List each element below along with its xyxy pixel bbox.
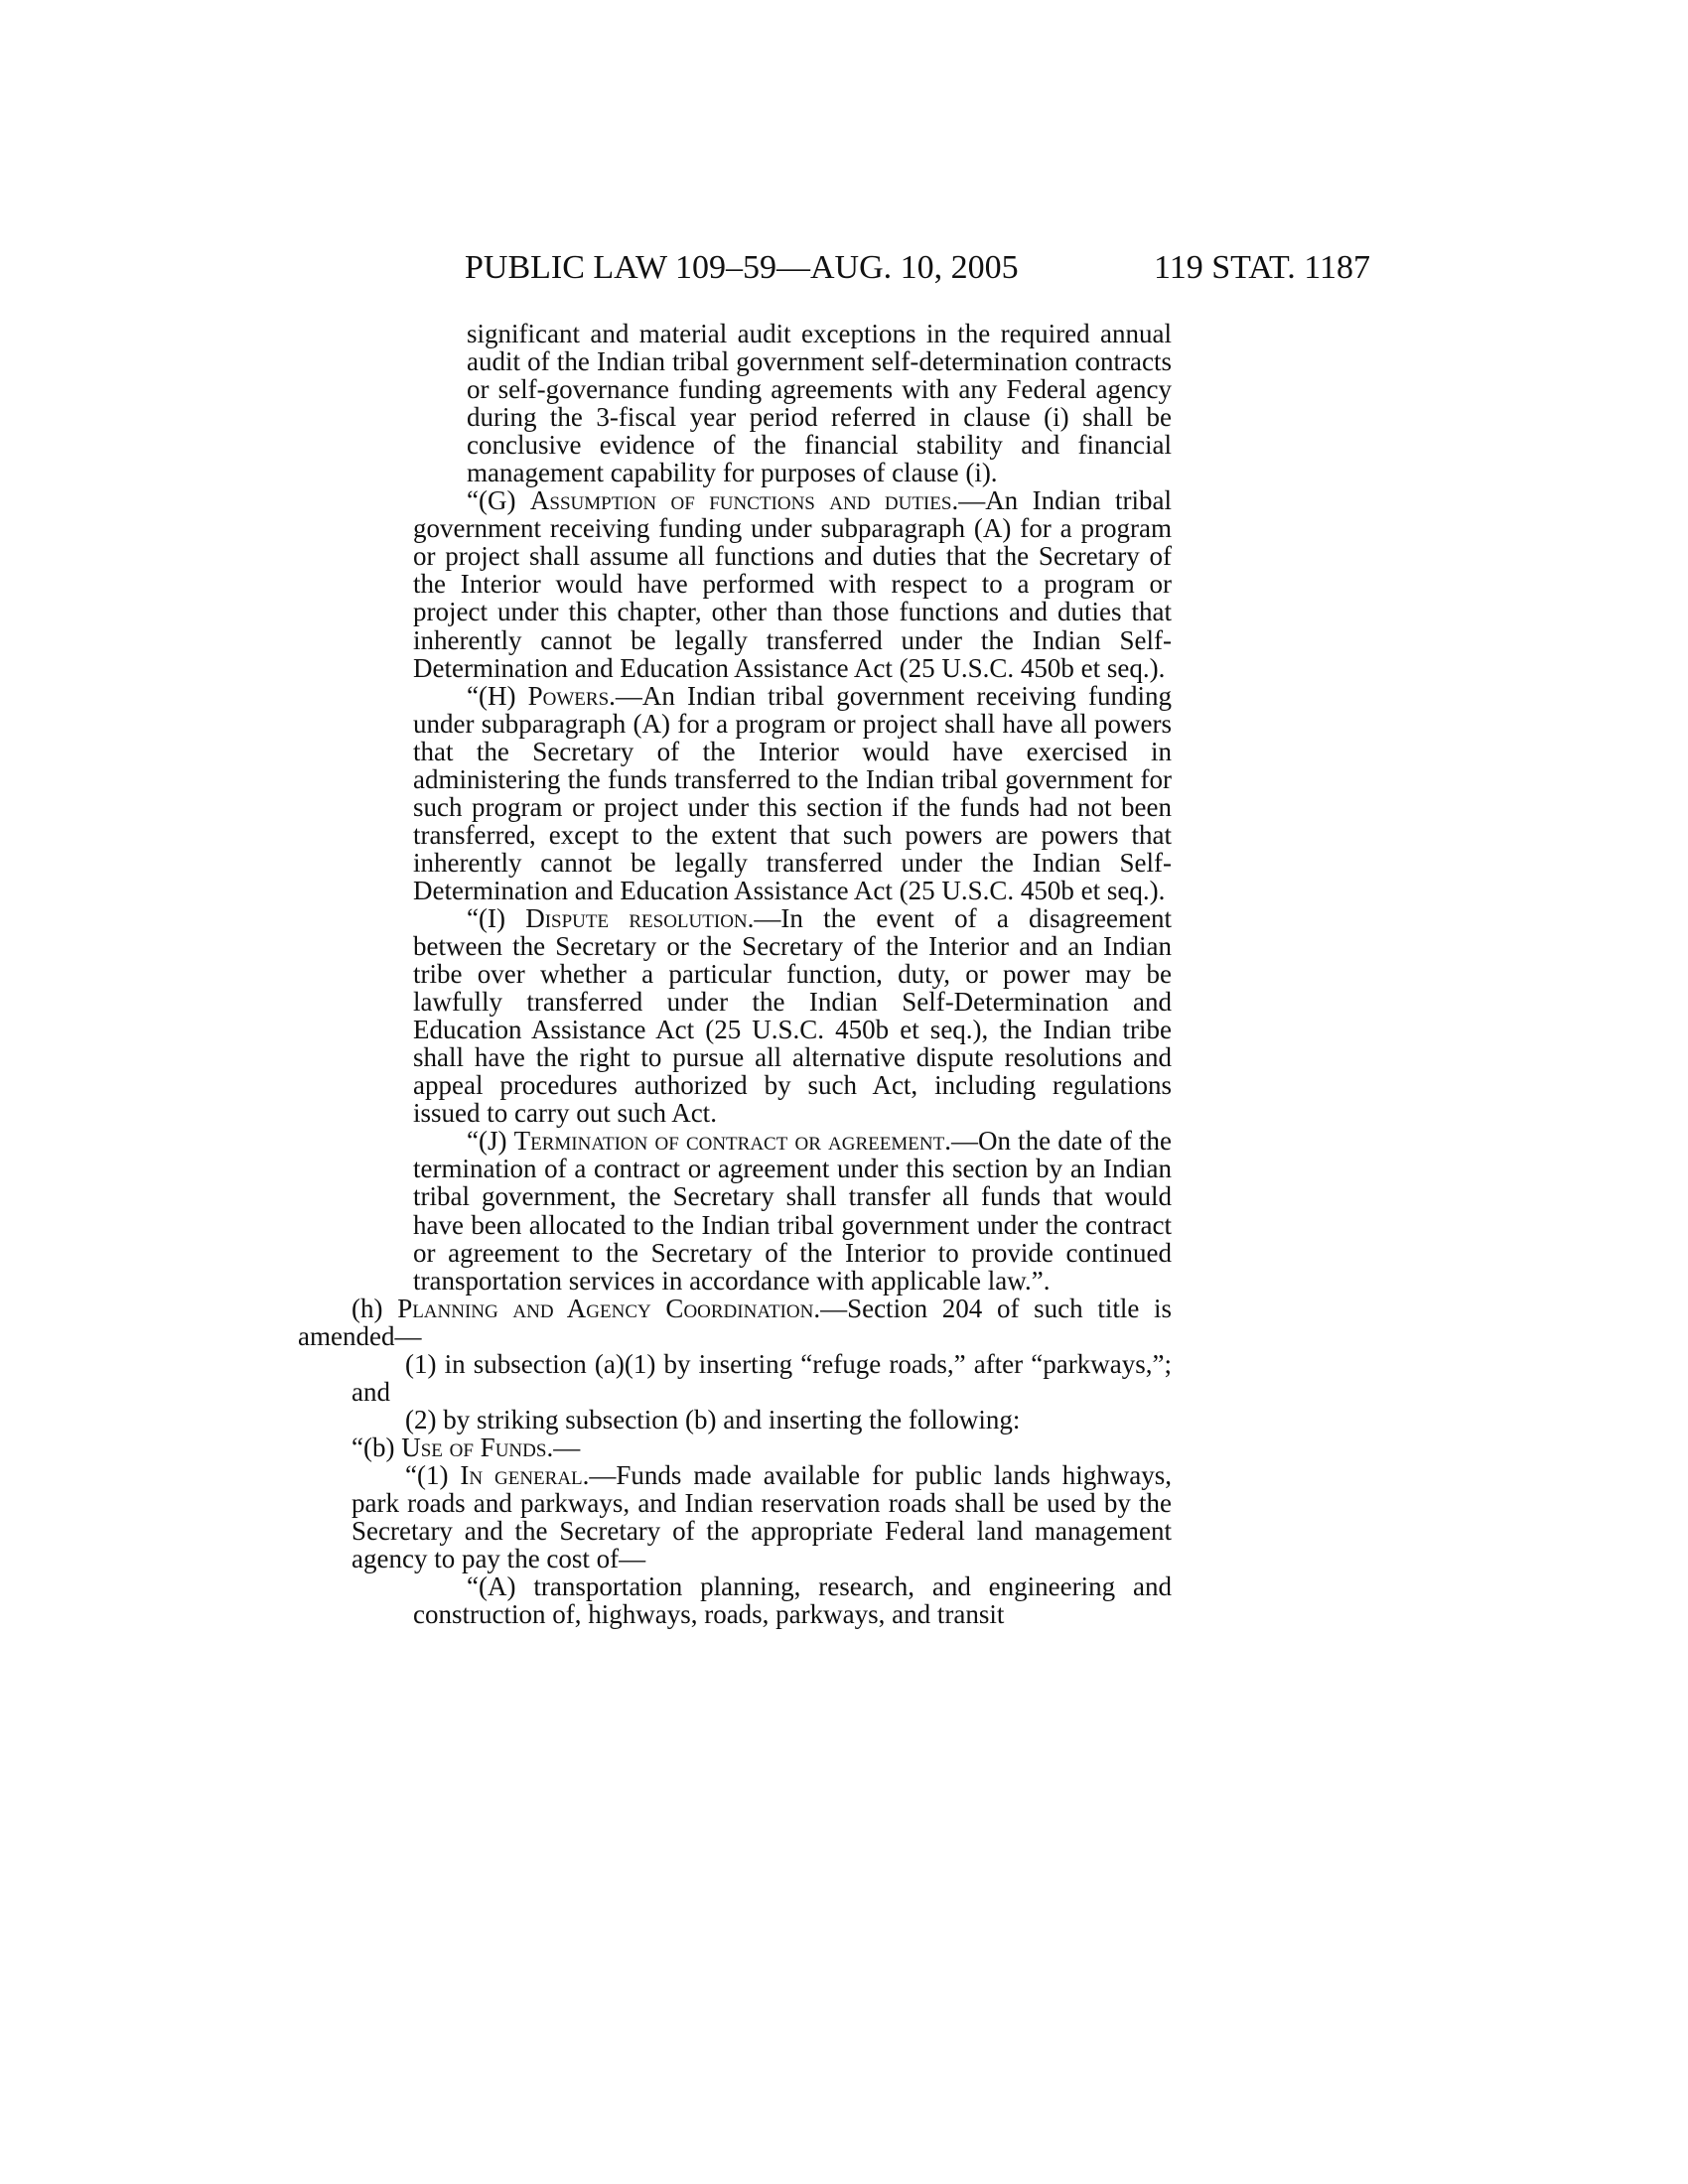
paragraph-j-lead: “(J) xyxy=(467,1126,514,1157)
section-h xyxy=(298,1295,1172,1350)
paragraph-1-lead: “(1) xyxy=(405,1459,461,1490)
paragraph-j-text: .—On the date of the termination of a contract or agreement under this section by an Indian tribal government, the Secretary shall transfer all funds that would have been allocated to the Indian tribal government under the contract or agreement to the Secretary of the Interior to provide continued transportation services in accordance with applicable law.”. xyxy=(413,1126,1173,1296)
paragraph-1-text: .—Funds made available for public lands highways, park roads and parkways, and Indian reservation roads shall be used by the Secretary and the Secretary of the appropriate Federal land management agency to pay the cost of— xyxy=(352,1459,1172,1574)
paragraph-i-heading: Dispute resolution xyxy=(525,902,748,933)
section-h-text: .—Section 204 of such title is amended— xyxy=(298,1293,1173,1351)
paragraph-1 xyxy=(352,1461,1172,1572)
paragraph-a-text: “(A) transportation planning, research, and engineering and construction of, highways, roads, parkways, and transit xyxy=(413,1571,1172,1630)
header-citation: PUBLIC LAW 109–59—AUG. 10, 2005 xyxy=(465,249,1019,286)
subsection-b xyxy=(352,1433,1172,1461)
list-item-1 xyxy=(352,1350,1172,1406)
subsection-b-lead: “(b) xyxy=(352,1432,402,1462)
paragraph-a xyxy=(413,1572,1172,1628)
list-item-2 xyxy=(352,1406,1172,1433)
list-item-2-text: (2) by striking subsection (b) and inserting the following: xyxy=(405,1404,1021,1434)
section-h-lead: (h) xyxy=(352,1293,398,1323)
paragraph-h-text: .—An Indian tribal government receiving funding under subparagraph (A) for a program or project shall have all powers that the Secretary of the Interior would have exercised in administering the funds transferred to the Indian tribal government for such program or project under this section if the funds had not been transferred, except to the extent that such powers are powers that inherently cannot be legally transferred under the Indian Self-Determination and Education Assistance Act (25 U.S.C. 450b et seq.). xyxy=(413,680,1173,905)
paragraph-g xyxy=(413,486,1172,681)
paragraph-g-heading: Assumption of functions and duties xyxy=(529,485,952,516)
header-page-number: 119 STAT. 1187 xyxy=(1154,249,1370,286)
paragraph-i xyxy=(413,904,1172,1127)
paragraph-f-continuation xyxy=(467,320,1172,486)
paragraph-j-heading: Termination of contract or agreement xyxy=(513,1126,945,1157)
document-body xyxy=(298,320,1172,1628)
subsection-b-heading: Use of Funds xyxy=(401,1432,547,1462)
paragraph-h-lead: “(H) xyxy=(467,680,528,711)
subsection-b-text: .— xyxy=(546,1432,581,1462)
paragraph-h xyxy=(413,682,1172,904)
paragraph-h-heading: Powers xyxy=(527,680,610,711)
list-item-1-text: (1) in subsection (a)(1) by inserting “refuge roads,” after “parkways,”; and xyxy=(352,1348,1172,1407)
paragraph-i-text: .—In the event of a disagreement between the Secretary or the Secretary of the Interior and an Indian tribe over whether a particular function, duty, or power may be lawfully transferred under the Indian Self-Determination and Education Assistance Act (25 U.S.C. 450b et seq.), the Indian tribe shall have the right to pursue all alternative dispute resolutions and appeal procedures authorized by such Act, including regulations issued to carry out such Act. xyxy=(413,902,1172,1129)
paragraph-g-text: .—An Indian tribal government receiving funding under subparagraph (A) for a program or project shall assume all functions and duties that the Secretary of the Interior would have performed with respect to a program or project under this chapter, other than those functions and duties that inherently cannot be legally transferred under the Indian Self-Determination and Education Assistance Act (25 U.S.C. 450b et seq.). xyxy=(413,485,1172,683)
paragraph-f-text: significant and material audit exceptions in the required annual audit of the Indian tribal government self-determination contracts or self-governance funding agreements with any Federal agency during the 3-fiscal year period referred in clause (i) shall be conclusive evidence of the financial stability and financial management capability for purposes of clause (i). xyxy=(467,319,1172,488)
paragraph-1-heading: In general xyxy=(460,1459,583,1490)
paragraph-j xyxy=(413,1127,1172,1294)
paragraph-g-lead: “(G) xyxy=(467,485,530,516)
section-h-heading: Planning and Agency Coordination xyxy=(397,1293,814,1323)
paragraph-i-lead: “(I) xyxy=(467,902,526,933)
running-header xyxy=(465,248,1370,292)
